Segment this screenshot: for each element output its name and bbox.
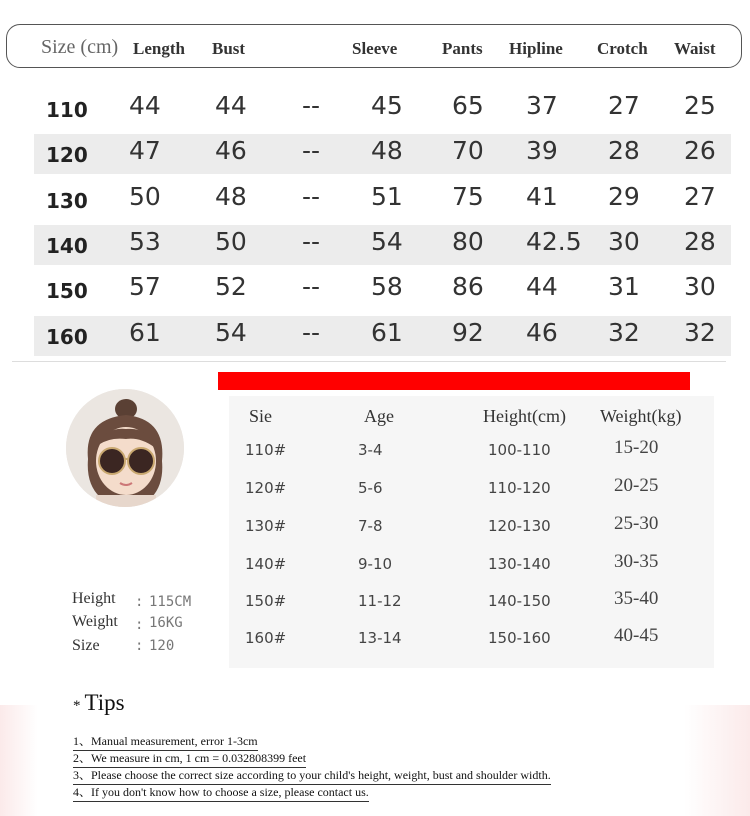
size-table-size-cell: 150 xyxy=(46,279,88,303)
size-table-cell: -- xyxy=(302,182,321,211)
size-table-cell: 29 xyxy=(608,182,640,211)
guide-header-size: Sie xyxy=(249,406,273,426)
guide-header-age: Age xyxy=(364,406,394,426)
tips-title xyxy=(73,690,125,716)
guide-header-height: Height(cm) xyxy=(483,406,566,426)
section-divider xyxy=(12,361,726,362)
asterisk-icon: * xyxy=(73,698,81,714)
size-table-row xyxy=(34,316,731,356)
size-table-cell: 30 xyxy=(684,272,716,301)
model-height-separator: : xyxy=(135,594,144,610)
size-table-cell: 26 xyxy=(684,136,716,165)
size-table-cell: 47 xyxy=(129,136,161,165)
size-guide-cell: 40-45 xyxy=(614,625,659,646)
size-guide-cell: 11-12 xyxy=(358,592,402,610)
decor-fade-right xyxy=(684,705,750,816)
size-table-cell: 37 xyxy=(526,91,558,120)
size-table-cell: -- xyxy=(302,227,321,256)
tips-title-text: Tips xyxy=(84,690,125,715)
model-size-value: 120 xyxy=(149,638,175,654)
size-table-cell: 57 xyxy=(129,272,161,301)
size-guide-cell: 3-4 xyxy=(358,441,383,459)
size-table-cell: 86 xyxy=(452,272,484,301)
size-guide-cell: 150-160 xyxy=(488,629,551,647)
size-guide-cell: 140# xyxy=(245,555,287,573)
size-guide-cell: 25-30 xyxy=(614,513,659,534)
model-weight-value: 16KG xyxy=(149,615,183,631)
size-table-size-cell: 160 xyxy=(46,325,88,349)
size-table-cell: 27 xyxy=(608,91,640,120)
size-guide-cell: 110# xyxy=(245,441,287,459)
size-table-cell: 53 xyxy=(129,227,161,256)
size-table-cell: 41 xyxy=(526,182,558,211)
size-table-cell: 44 xyxy=(215,91,247,120)
size-table-cell: 27 xyxy=(684,182,716,211)
size-table-cell: 44 xyxy=(129,91,161,120)
header-sleeve: Sleeve xyxy=(352,39,398,58)
size-guide-cell: 20-25 xyxy=(614,475,659,496)
size-guide-cell: 140-150 xyxy=(488,592,551,610)
size-table-row xyxy=(34,225,731,265)
decor-fade-left xyxy=(0,705,38,816)
size-guide-cell: 100-110 xyxy=(488,441,551,459)
size-table-cell: 28 xyxy=(684,227,716,256)
model-avatar xyxy=(66,389,184,507)
size-table-cell: 61 xyxy=(371,318,403,347)
size-table-cell: 25 xyxy=(684,91,716,120)
tip-item: 2、We measure in cm, 1 cm = 0.032808399 feet xyxy=(73,749,306,768)
size-table-row xyxy=(34,180,731,220)
size-table-size-cell: 130 xyxy=(46,189,88,213)
girl-photo-icon xyxy=(66,389,184,507)
size-table-row xyxy=(34,89,731,129)
size-table-cell: 31 xyxy=(608,272,640,301)
size-guide-cell: 13-14 xyxy=(358,629,402,647)
size-table-cell: 32 xyxy=(684,318,716,347)
size-guide-cell: 35-40 xyxy=(614,588,659,609)
size-guide-cell: 110-120 xyxy=(488,479,551,497)
header-crotch: Crotch xyxy=(597,39,648,58)
size-guide-cell: 120# xyxy=(245,479,287,497)
size-table-size-cell: 110 xyxy=(46,98,88,122)
size-table-cell: 32 xyxy=(608,318,640,347)
model-height-value: 115CM xyxy=(149,594,192,610)
size-table-cell: 48 xyxy=(215,182,247,211)
header-bust: Bust xyxy=(212,39,246,58)
header-hipline: Hipline xyxy=(509,39,563,58)
tip-item: 4、If you don't know how to choose a size, please contact us. xyxy=(73,783,369,802)
size-table-header xyxy=(6,24,742,68)
size-table-cell: 50 xyxy=(129,182,161,211)
size-table-cell: 58 xyxy=(371,272,403,301)
size-table-cell: -- xyxy=(302,91,321,120)
size-table-cell: 44 xyxy=(526,272,558,301)
size-table-cell: 50 xyxy=(215,227,247,256)
size-table-row xyxy=(34,134,731,174)
size-table-cell: 30 xyxy=(608,227,640,256)
size-table-cell: 54 xyxy=(215,318,247,347)
size-table-cell: 48 xyxy=(371,136,403,165)
tip-item: 3、Please choose the correct size according to your child's height, weight, bust and shoulder width. xyxy=(73,766,551,785)
header-size: Size (cm) xyxy=(41,36,119,58)
size-table-cell: 46 xyxy=(526,318,558,347)
size-table-cell: 42.5 xyxy=(526,227,582,256)
tip-item: 1、Manual measurement, error 1-3cm xyxy=(73,732,258,751)
size-table-cell: 51 xyxy=(371,182,403,211)
header-length: Length xyxy=(133,39,185,58)
size-table-cell: 46 xyxy=(215,136,247,165)
size-table-cell: 80 xyxy=(452,227,484,256)
size-guide-cell: 120-130 xyxy=(488,517,551,535)
size-table-cell: 61 xyxy=(129,318,161,347)
header-waist: Waist xyxy=(674,39,716,58)
header-pants: Pants xyxy=(442,39,483,58)
size-table-cell: -- xyxy=(302,136,321,165)
size-table-row xyxy=(34,270,731,310)
size-table-size-cell: 140 xyxy=(46,234,88,258)
size-table-cell: 65 xyxy=(452,91,484,120)
size-table-cell: 54 xyxy=(371,227,403,256)
size-guide-cell: 150# xyxy=(245,592,287,610)
size-guide-cell: 160# xyxy=(245,629,287,647)
size-table-cell: 70 xyxy=(452,136,484,165)
model-size-separator: : xyxy=(135,638,144,654)
size-table-cell: -- xyxy=(302,318,321,347)
size-table-cell: 39 xyxy=(526,136,558,165)
model-size-label: Size xyxy=(72,637,100,654)
size-guide-cell: 9-10 xyxy=(358,555,393,573)
size-guide-panel xyxy=(229,396,714,668)
model-weight-label: Weight xyxy=(72,613,118,630)
size-guide-cell: 7-8 xyxy=(358,517,383,535)
size-guide-cell: 15-20 xyxy=(614,437,659,458)
size-table-cell: 92 xyxy=(452,318,484,347)
size-table-cell: 75 xyxy=(452,182,484,211)
size-table-cell: 52 xyxy=(215,272,247,301)
size-table-cell: 45 xyxy=(371,91,403,120)
size-guide-cell: 130-140 xyxy=(488,555,551,573)
model-weight-separator: : xyxy=(135,617,144,633)
size-guide-cell: 130# xyxy=(245,517,287,535)
size-table-cell: -- xyxy=(302,272,321,301)
size-table-cell: 28 xyxy=(608,136,640,165)
guide-header-weight: Weight(kg) xyxy=(600,406,682,426)
size-guide-cell: 5-6 xyxy=(358,479,383,497)
size-guide-cell: 30-35 xyxy=(614,551,659,572)
size-table-size-cell: 120 xyxy=(46,143,88,167)
accent-bar xyxy=(218,372,690,390)
model-height-label: Height xyxy=(72,590,116,607)
